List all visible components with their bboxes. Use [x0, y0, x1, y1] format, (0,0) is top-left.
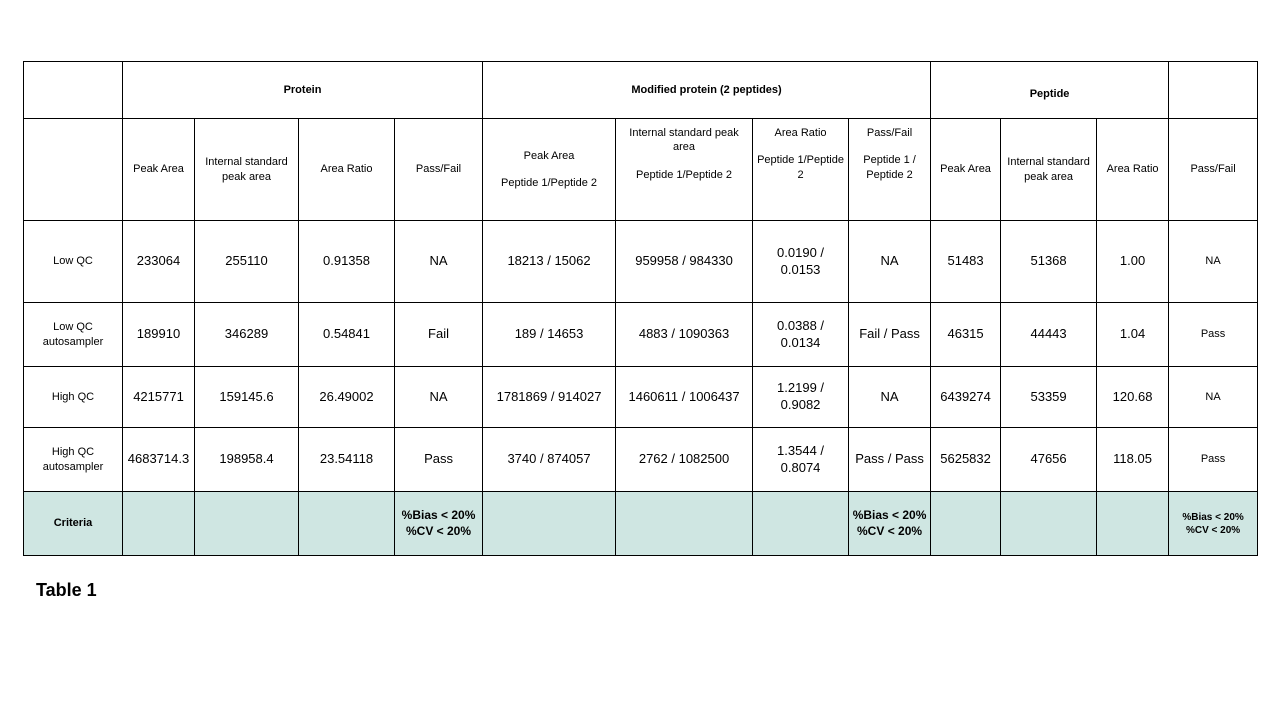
table-row-low-qc — [24, 221, 1258, 303]
col-header-peptide-pass-fail: Pass/Fail — [1169, 119, 1258, 221]
qc-results-table — [23, 61, 1258, 556]
col-header-peptide-peak-area: Peak Area — [931, 119, 1001, 221]
table-cell: 0.91358 — [299, 221, 395, 303]
col-header-line1: Area Ratio — [774, 127, 827, 139]
table-cell: 2762 / 1082500 — [616, 428, 753, 492]
col-header-peptide-area-ratio: Area Ratio — [1097, 119, 1169, 221]
table-cell: Fail — [395, 303, 483, 367]
table-cell: 4215771 — [123, 367, 195, 428]
table-cell: 118.05 — [1097, 428, 1169, 492]
col-header-line2: Peptide 1 / Peptide 2 — [863, 154, 916, 181]
col-header-protein-peak-area: Peak Area — [123, 119, 195, 221]
col-header-protein-is-peak-area: Internal standard peak area — [195, 119, 299, 221]
table-cell: 189910 — [123, 303, 195, 367]
criteria-bias: %Bias < 20% — [852, 507, 927, 522]
table-cell: 1.2199 / 0.9082 — [753, 367, 849, 428]
table-cell — [483, 492, 616, 556]
table-row-high-qc — [24, 367, 1258, 428]
table-cell: 26.49002 — [299, 367, 395, 428]
table-cell: 189 / 14653 — [483, 303, 616, 367]
table-cell: 6439274 — [931, 367, 1001, 428]
table-cell: Pass — [1169, 428, 1258, 492]
criteria-bias: %Bias < 20% — [1182, 511, 1244, 523]
col-header-line1: Pass/Fail — [866, 127, 913, 139]
table-cell — [1097, 492, 1169, 556]
table-cell: 1781869 / 914027 — [483, 367, 616, 428]
table-cell: 0.0388 / 0.0134 — [753, 303, 849, 367]
table-cell: 47656 — [1001, 428, 1097, 492]
table-cell: NA — [849, 221, 931, 303]
col-header-modified-is-peak-area — [616, 119, 753, 221]
table-cell — [753, 492, 849, 556]
row-label: High QC autosampler — [24, 428, 123, 492]
table-cell: NA — [1169, 367, 1258, 428]
table-cell: 5625832 — [931, 428, 1001, 492]
table-cell: 120.68 — [1097, 367, 1169, 428]
criteria-cv: %CV < 20% — [857, 523, 923, 538]
table-caption: Table 1 — [36, 580, 97, 600]
table-cell: 346289 — [195, 303, 299, 367]
row-label: Low QC — [24, 221, 123, 303]
criteria-peptide — [1169, 492, 1258, 556]
col-header-line2: Peptide 1/Peptide 2 — [636, 168, 733, 181]
col-header-line2: Peptide 1/Peptide 2 — [501, 177, 598, 189]
group-header-empty — [1169, 62, 1258, 119]
col-header-modified-area-ratio — [753, 119, 849, 221]
col-header-line2: Peptide 1/Peptide 2 — [757, 154, 844, 181]
col-header-line1: Peak Area — [523, 149, 575, 162]
criteria-protein — [395, 492, 483, 556]
table-cell: 198958.4 — [195, 428, 299, 492]
table-cell: NA — [849, 367, 931, 428]
table-cell: 53359 — [1001, 367, 1097, 428]
row-label: Low QC autosampler — [24, 303, 123, 367]
corner-cell — [24, 62, 123, 119]
table-cell: 1.00 — [1097, 221, 1169, 303]
table-cell: NA — [395, 367, 483, 428]
col-header-modified-peak-area — [483, 119, 616, 221]
table-cell: 23.54118 — [299, 428, 395, 492]
table-cell: NA — [395, 221, 483, 303]
group-header-protein: Protein — [123, 62, 483, 119]
table-cell — [616, 492, 753, 556]
criteria-modified-protein — [849, 492, 931, 556]
row-label: Criteria — [24, 492, 123, 556]
table-row-criteria — [24, 492, 1258, 556]
table-cell: 0.0190 / 0.0153 — [753, 221, 849, 303]
table-cell: 1.3544 / 0.8074 — [753, 428, 849, 492]
group-header-row — [24, 62, 1258, 119]
table-cell: Pass — [1169, 303, 1258, 367]
col-header-line1: Internal standard peak area — [629, 127, 739, 154]
table-cell: 18213 / 15062 — [483, 221, 616, 303]
table-cell: 959958 / 984330 — [616, 221, 753, 303]
col-header-modified-pass-fail — [849, 119, 931, 221]
table-cell: 44443 — [1001, 303, 1097, 367]
col-header-protein-area-ratio: Area Ratio — [299, 119, 395, 221]
table-cell: 1460611 / 1006437 — [616, 367, 753, 428]
column-header-row — [24, 119, 1258, 221]
row-label: High QC — [24, 367, 123, 428]
table-cell: Pass — [395, 428, 483, 492]
table-cell: Pass / Pass — [849, 428, 931, 492]
table-cell: 255110 — [195, 221, 299, 303]
col-header-peptide-is-peak-area: Internal standard peak area — [1001, 119, 1097, 221]
table-cell: 159145.6 — [195, 367, 299, 428]
table-cell — [1001, 492, 1097, 556]
table-cell — [931, 492, 1001, 556]
table-cell: 4683714.3 — [123, 428, 195, 492]
table-cell: 51483 — [931, 221, 1001, 303]
table-cell: NA — [1169, 221, 1258, 303]
criteria-cv: %CV < 20% — [1185, 524, 1241, 536]
group-header-peptide: Peptide — [931, 62, 1169, 119]
criteria-bias: %Bias < 20% — [401, 507, 476, 522]
table-cell: 233064 — [123, 221, 195, 303]
table-cell: 1.04 — [1097, 303, 1169, 367]
criteria-cv: %CV < 20% — [405, 523, 472, 538]
row-label-header — [24, 119, 123, 221]
table-row-low-qc-autosampler — [24, 303, 1258, 367]
table-cell: 0.54841 — [299, 303, 395, 367]
table-cell — [195, 492, 299, 556]
table-cell: 4883 / 1090363 — [616, 303, 753, 367]
table-cell: 3740 / 874057 — [483, 428, 616, 492]
table-cell: Fail / Pass — [849, 303, 931, 367]
table-cell — [299, 492, 395, 556]
table-row-high-qc-autosampler — [24, 428, 1258, 492]
col-header-protein-pass-fail: Pass/Fail — [395, 119, 483, 221]
table-cell: 46315 — [931, 303, 1001, 367]
table-cell — [123, 492, 195, 556]
group-header-modified-protein: Modified protein (2 peptides) — [483, 62, 931, 119]
table-cell: 51368 — [1001, 221, 1097, 303]
